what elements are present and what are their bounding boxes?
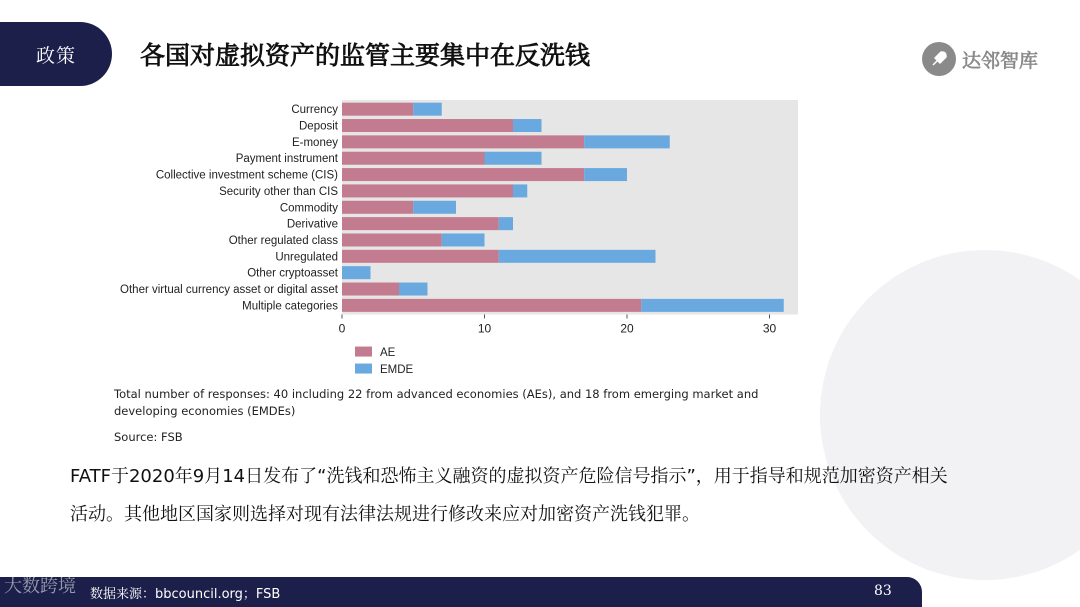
footer-source: 数据来源：bbcouncil.org；FSB: [90, 587, 281, 602]
bar-emde: [342, 266, 371, 279]
bar-ae: [342, 217, 499, 230]
page-title: 各国对虚拟资产的监管主要集中在反洗钱: [140, 41, 591, 70]
bar-emde: [584, 135, 670, 148]
category-label: E-money: [291, 136, 338, 149]
x-tick-label: 30: [762, 321, 777, 336]
bar-emde: [442, 233, 485, 246]
bar-emde: [513, 119, 542, 132]
bar-emde: [485, 152, 542, 165]
category-label: Currency: [291, 104, 338, 117]
bar-ae: [342, 250, 499, 263]
logo-text: 达邻智库: [962, 49, 1039, 72]
category-label: Unregulated: [275, 251, 338, 264]
legend-swatch-ae: [355, 347, 372, 357]
stacked-bar-chart: [100, 96, 820, 378]
category-label: Security other than CIS: [219, 185, 338, 198]
bar-ae: [342, 103, 413, 116]
body-paragraph: FATF于2020年9月14日发布了“洗钱和恐怖主义融资的虚拟资产危险信号指示”，用于指导和规范加密资产相关活动。其他地区国家则选择对现有法律法规进行修改来应对加密资产洗钱犯罪。: [70, 466, 948, 525]
bar-emde: [584, 168, 627, 181]
category-label: Other regulated class: [228, 234, 338, 247]
bar-emde: [399, 283, 428, 296]
bar-emde: [641, 299, 784, 312]
watermark-text: 大数跨境: [4, 576, 76, 597]
x-tick-label: 10: [477, 321, 492, 336]
bar-ae: [342, 283, 399, 296]
bar-ae: [342, 184, 513, 197]
brand-logo: [922, 42, 1038, 76]
x-tick-label: 20: [620, 321, 634, 336]
bar-ae: [342, 201, 413, 214]
category-label: Deposit: [299, 120, 338, 133]
bar-ae: [342, 152, 485, 165]
bar-ae: [342, 119, 513, 132]
bar-ae: [342, 168, 584, 181]
section-tab: [0, 22, 112, 86]
category-label: Collective investment scheme (CIS): [155, 169, 338, 182]
x-tick-label: 0: [338, 321, 346, 336]
chart-source: Source: FSB: [114, 430, 183, 444]
section-tab-label: 政策: [35, 44, 76, 67]
legend-swatch-emde: [355, 364, 372, 374]
bar-emde: [499, 217, 513, 230]
category-label: Derivative: [286, 218, 338, 231]
bar-emde: [513, 184, 527, 197]
page-number: 83: [874, 583, 892, 599]
category-label: Commodity: [279, 202, 338, 215]
bar-emde: [499, 250, 656, 263]
chart-note: Total number of responses: 40 including 22 from advanced economies (AEs), and 18 from emerging market and developing economies (EMDEs): [114, 387, 759, 418]
category-label: Payment instrument: [235, 153, 338, 166]
bar-ae: [342, 299, 641, 312]
bar-emde: [413, 103, 442, 116]
legend-label-emde: EMDE: [380, 364, 414, 377]
category-label: Multiple categories: [242, 300, 338, 313]
bar-emde: [413, 201, 456, 214]
legend-label-ae: AE: [380, 347, 396, 360]
category-label: Other virtual currency asset or digital asset: [120, 284, 338, 297]
category-label: Other cryptoasset: [247, 267, 338, 280]
rocket-icon: [922, 42, 956, 76]
bar-ae: [342, 135, 584, 148]
bar-ae: [342, 233, 442, 246]
